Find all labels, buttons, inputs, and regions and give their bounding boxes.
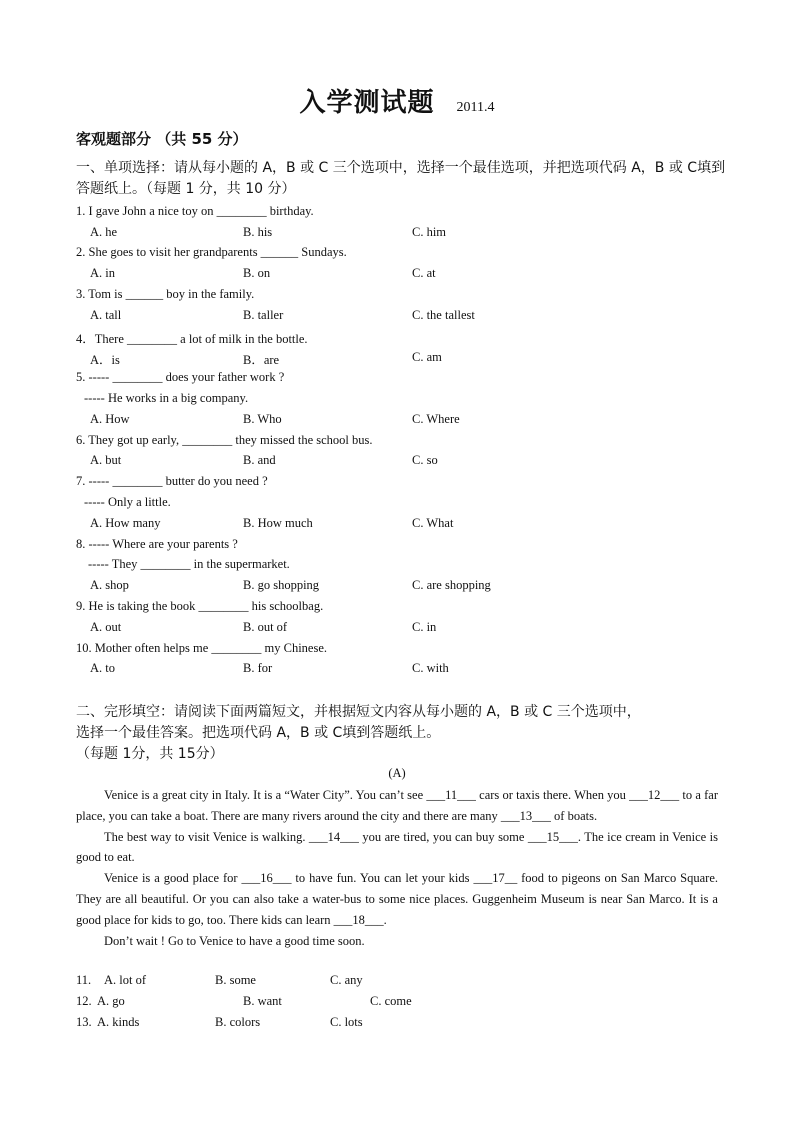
option-c: C. any <box>330 973 363 987</box>
option-a: A. lot of <box>104 973 147 987</box>
passage-a <box>76 785 718 951</box>
option-c: C. at <box>412 266 436 280</box>
option-a: A. tall <box>90 308 122 322</box>
option-b: B. How much <box>243 516 313 530</box>
option-row <box>0 661 794 681</box>
option-a: A. go <box>97 994 125 1008</box>
answer-number: 11. <box>76 973 92 987</box>
paragraph: Don’t wait ! Go to Venice to have a good time soon. <box>104 933 365 948</box>
question-line: 4．There ________ a lot of milk in the bottle. <box>76 332 308 346</box>
option-row <box>0 620 794 640</box>
question-line: 1. I gave John a nice toy on ________ birthday. <box>76 204 314 218</box>
question-line: 6. They got up early, ________ they missed the school bus. <box>76 433 373 447</box>
option-row <box>0 266 794 286</box>
option-row <box>0 350 794 370</box>
option-row <box>0 308 794 328</box>
option-row <box>0 225 794 245</box>
option-row <box>0 453 794 473</box>
instruction-line: 二、完形填空：请阅读下面两篇短文，并根据短文内容从每小题的 A，B 或 C 三个选项中， <box>76 704 641 720</box>
question-line: ----- He works in a big company. <box>84 391 249 405</box>
option-c: C. with <box>412 661 449 675</box>
option-row <box>0 516 794 536</box>
option-row <box>0 412 794 432</box>
option-a: A. in <box>90 266 115 280</box>
title-text: 入学测试题 <box>299 88 435 118</box>
option-row <box>0 578 794 598</box>
option-b: B. taller <box>243 308 284 322</box>
option-c: C. are shopping <box>412 578 491 592</box>
question-line: 2. She goes to visit her grandparents ______ Sundays. <box>76 245 347 259</box>
answer-number: 12. <box>76 994 92 1008</box>
answer-row <box>0 973 794 993</box>
option-b: B. and <box>243 453 276 467</box>
option-c: C. Where <box>412 412 460 426</box>
option-b: B．are <box>243 353 280 367</box>
passage-label: (A) <box>388 766 406 780</box>
option-b: B. colors <box>215 1015 261 1029</box>
title-year: 2011.4 <box>456 100 495 115</box>
section-label: 客观题部分 （共 55 分） <box>76 130 248 148</box>
option-b: B. for <box>243 661 273 675</box>
question-line: 3. Tom is ______ boy in the family. <box>76 287 255 301</box>
option-a: A. kinds <box>97 1015 140 1029</box>
option-a: A. How many <box>90 516 161 530</box>
paragraph: The best way to visit Venice is walking. ___14___ you are tired, you can buy some ___15___. The ice cream in Venice is good to eat. <box>76 829 718 865</box>
option-a: A. he <box>90 225 118 239</box>
option-a: A．is <box>90 353 120 367</box>
question-line: ----- They ________ in the supermarket. <box>88 557 290 571</box>
option-c: C. the tallest <box>412 308 475 322</box>
option-c: C. in <box>412 620 437 634</box>
option-c: C. so <box>412 453 438 467</box>
question-line: ----- Only a little. <box>84 495 171 509</box>
option-a: A. out <box>90 620 122 634</box>
answer-number: 13. <box>76 1015 92 1029</box>
option-c: C. What <box>412 516 454 530</box>
question-line: 8. ----- Where are your parents ? <box>76 537 238 551</box>
option-a: A. but <box>90 453 122 467</box>
question-line: 9. He is taking the book ________ his schoolbag. <box>76 599 324 613</box>
paragraph: Venice is a good place for ___16___ to have fun. You can let your kids ___17__ food to pigeons on San Marco Square. They are all beautiful. Or you can also take a water-bus to some nice places. Guggenheim Museum is near San Marco. It is a good place for kids to go, too. There kids can learn ___18___. <box>76 871 718 927</box>
part2-instructions <box>76 702 726 765</box>
option-b: B. some <box>215 973 256 987</box>
option-b: B. want <box>243 994 282 1008</box>
question-line: 7. ----- ________ butter do you need ? <box>76 474 268 488</box>
option-c: C. am <box>412 350 442 364</box>
option-c: C. come <box>370 994 412 1008</box>
option-c: C. lots <box>330 1015 363 1029</box>
instruction-line: 选择一个最佳答案。把选项代码 A，B 或 C填到答题纸上。 <box>76 725 441 741</box>
answer-row <box>0 1015 794 1035</box>
option-b: B. go shopping <box>243 578 320 592</box>
option-b: B. out of <box>243 620 288 634</box>
page-title <box>0 82 794 119</box>
answer-row <box>0 994 794 1014</box>
question-line: 5. ----- ________ does your father work ? <box>76 370 285 384</box>
option-a: A. How <box>90 412 130 426</box>
option-b: B. his <box>243 225 273 239</box>
paragraph: Venice is a great city in Italy. It is a “Water City”. You can’t see ___11___ cars or taxis there. When you ___12___ to a far place, you can take a boat. There are many rivers around the city and there are many ___13___ of boats. <box>76 788 718 823</box>
option-a: A. to <box>90 661 115 675</box>
question-line: 10. Mother often helps me ________ my Chinese. <box>76 641 328 655</box>
instruction-line: （每题 1分，共 15分） <box>76 746 224 762</box>
part1-instructions: 一、单项选择：请从每小题的 A，B 或 C 三个选项中，选择一个最佳选项，并把选项代码 A，B 或 C填到答题纸上。（每题 1 分，共 10 分） <box>76 160 726 197</box>
option-b: B. on <box>243 266 271 280</box>
option-a: A. shop <box>90 578 129 592</box>
option-c: C. him <box>412 225 447 239</box>
option-b: B. Who <box>243 412 282 426</box>
